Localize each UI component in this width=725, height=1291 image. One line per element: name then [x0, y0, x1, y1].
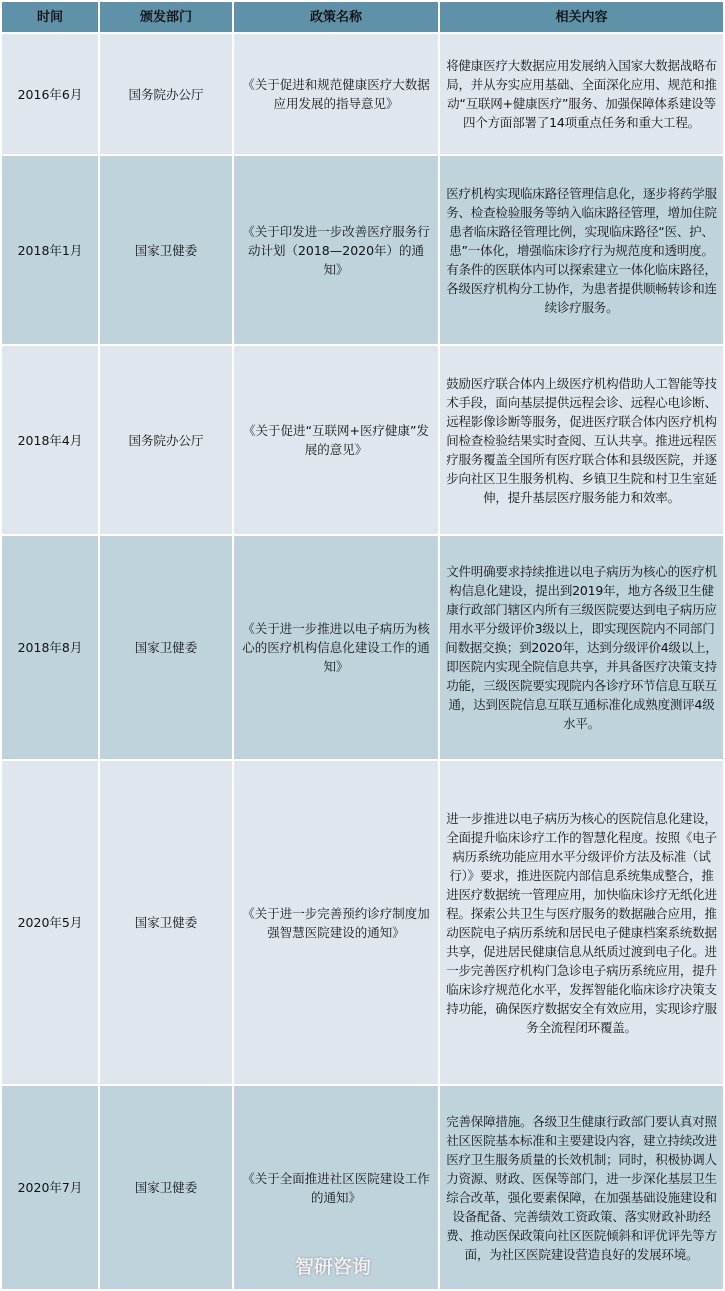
date-cell: 2018年4月: [1, 345, 99, 535]
policy-cell: 《关于进一步完善预约诊疗制度加强智慧医院建设的通知》: [233, 760, 439, 1085]
header-dept: 颁发部门: [99, 1, 233, 33]
date-cell: 2018年8月: [1, 535, 99, 760]
dept-cell: 国务院办公厅: [99, 33, 233, 155]
date-cell: 2020年5月: [1, 760, 99, 1085]
watermark-logo: 智研咨询: [295, 1256, 372, 1278]
table-row: [1, 33, 724, 155]
content-cell: 鼓励医疗联合体内上级医疗机构借助人工智能等技术手段，面向基层提供远程会诊、远程心电诊断、远程影像诊断等服务，促进医疗联合体内医疗机构间检查检验结果实时查阅、互认共享。推进远程医疗服务覆盖全国所有医疗联合体和县级医院，并逐步向社区卫生服务机构、乡镇卫生院和村卫生室延伸，提升基层医疗服务能力和效率。: [439, 345, 724, 535]
header-row: [1, 1, 724, 33]
dept-cell: 国务院办公厅: [99, 345, 233, 535]
dept-cell: 国家卫健委: [99, 1085, 233, 1290]
header-policy: 政策名称: [233, 1, 439, 33]
header-content: 相关内容: [439, 1, 724, 33]
policy-cell: 《关于印发进一步改善医疗服务行动计划（2018—2020年）的通知》: [233, 155, 439, 345]
policy-cell: 《关于进一步推进以电子病历为核心的医疗机构信息化建设工作的通知》: [233, 535, 439, 760]
dept-cell: 国家卫健委: [99, 155, 233, 345]
table-row: [1, 760, 724, 1085]
date-cell: 2018年1月: [1, 155, 99, 345]
table-row: [1, 345, 724, 535]
table-row: [1, 535, 724, 760]
date-cell: 2016年6月: [1, 33, 99, 155]
policy-cell: 《关于促进和规范健康医疗大数据应用发展的指导意见》: [233, 33, 439, 155]
table-row: [1, 155, 724, 345]
header-date: 时间: [1, 1, 99, 33]
dept-cell: 国家卫健委: [99, 535, 233, 760]
date-cell: 2020年7月: [1, 1085, 99, 1290]
dept-cell: 国家卫健委: [99, 760, 233, 1085]
policy-cell: 《关于全面推进社区医院建设工作的通知》: [233, 1085, 439, 1290]
policy-cell: 《关于促进“互联网+医疗健康”发展的意见》: [233, 345, 439, 535]
content-cell: 文件明确要求持续推进以电子病历为核心的医疗机构信息化建设，提出到2019年，地方各级卫生健康行政部门辖区内所有三级医院要达到电子病历应用水平分级评价3级以上，即实现医院内不同部门间数据交换；到2020年，达到分级评价4级以上，即医院内实现全院信息共享，并具备医疗决策支持功能，三级医院要实现院内各诊疗环节信息互联互通，达到医院信息互联互通标准化成熟度测评4级水平。: [439, 535, 724, 760]
content-cell: 完善保障措施。各级卫生健康行政部门要认真对照社区医院基本标准和主要建设内容，建立持续改进医疗卫生服务质量的长效机制；同时，积极协调人力资源、财政、医保等部门，进一步深化基层卫生综合改革，强化要素保障，在加强基础设施建设和设备配备、完善绩效工资政策、落实财政补助经费、推动医保政策向社区医院倾斜和评优评先等方面，为社区医院建设营造良好的发展环境。: [439, 1085, 724, 1290]
content-cell: 将健康医疗大数据应用发展纳入国家大数据战略布局，并从夯实应用基础、全面深化应用、规范和推动“互联网+健康医疗”服务、加强保障体系建设等四个方面部署了14项重点任务和重大工程。: [439, 33, 724, 155]
content-cell: 医疗机构实现临床路径管理信息化，逐步将药学服务、检查检验服务等纳入临床路径管理，增加住院患者临床路径管理比例，实现临床路径“医、护、患”一体化，增强临床诊疗行为规范度和透明度。有条件的医联体内可以探索建立一体化临床路径，各级医疗机构分工协作，为患者提供顺畅转诊和连续诊疗服务。: [439, 155, 724, 345]
content-cell: 进一步推进以电子病历为核心的医院信息化建设，全面提升临床诊疗工作的智慧化程度。按照《电子病历系统功能应用水平分级评价方法及标准（试行）》要求，推进医院内部信息系统集成整合，推进医疗数据统一管理应用，加快临床诊疗无纸化进程。探索公共卫生与医疗服务的数据融合应用，推动医院电子病历系统和居民电子健康档案系统数据共享，促进居民健康信息从纸质过渡到电子化。进一步完善医疗机构门急诊电子病历系统应用，提升临床诊疗规范化水平，发挥智能化临床诊疗决策支持功能，确保医疗数据安全有效应用，实现诊疗服务全流程闭环覆盖。: [439, 760, 724, 1085]
